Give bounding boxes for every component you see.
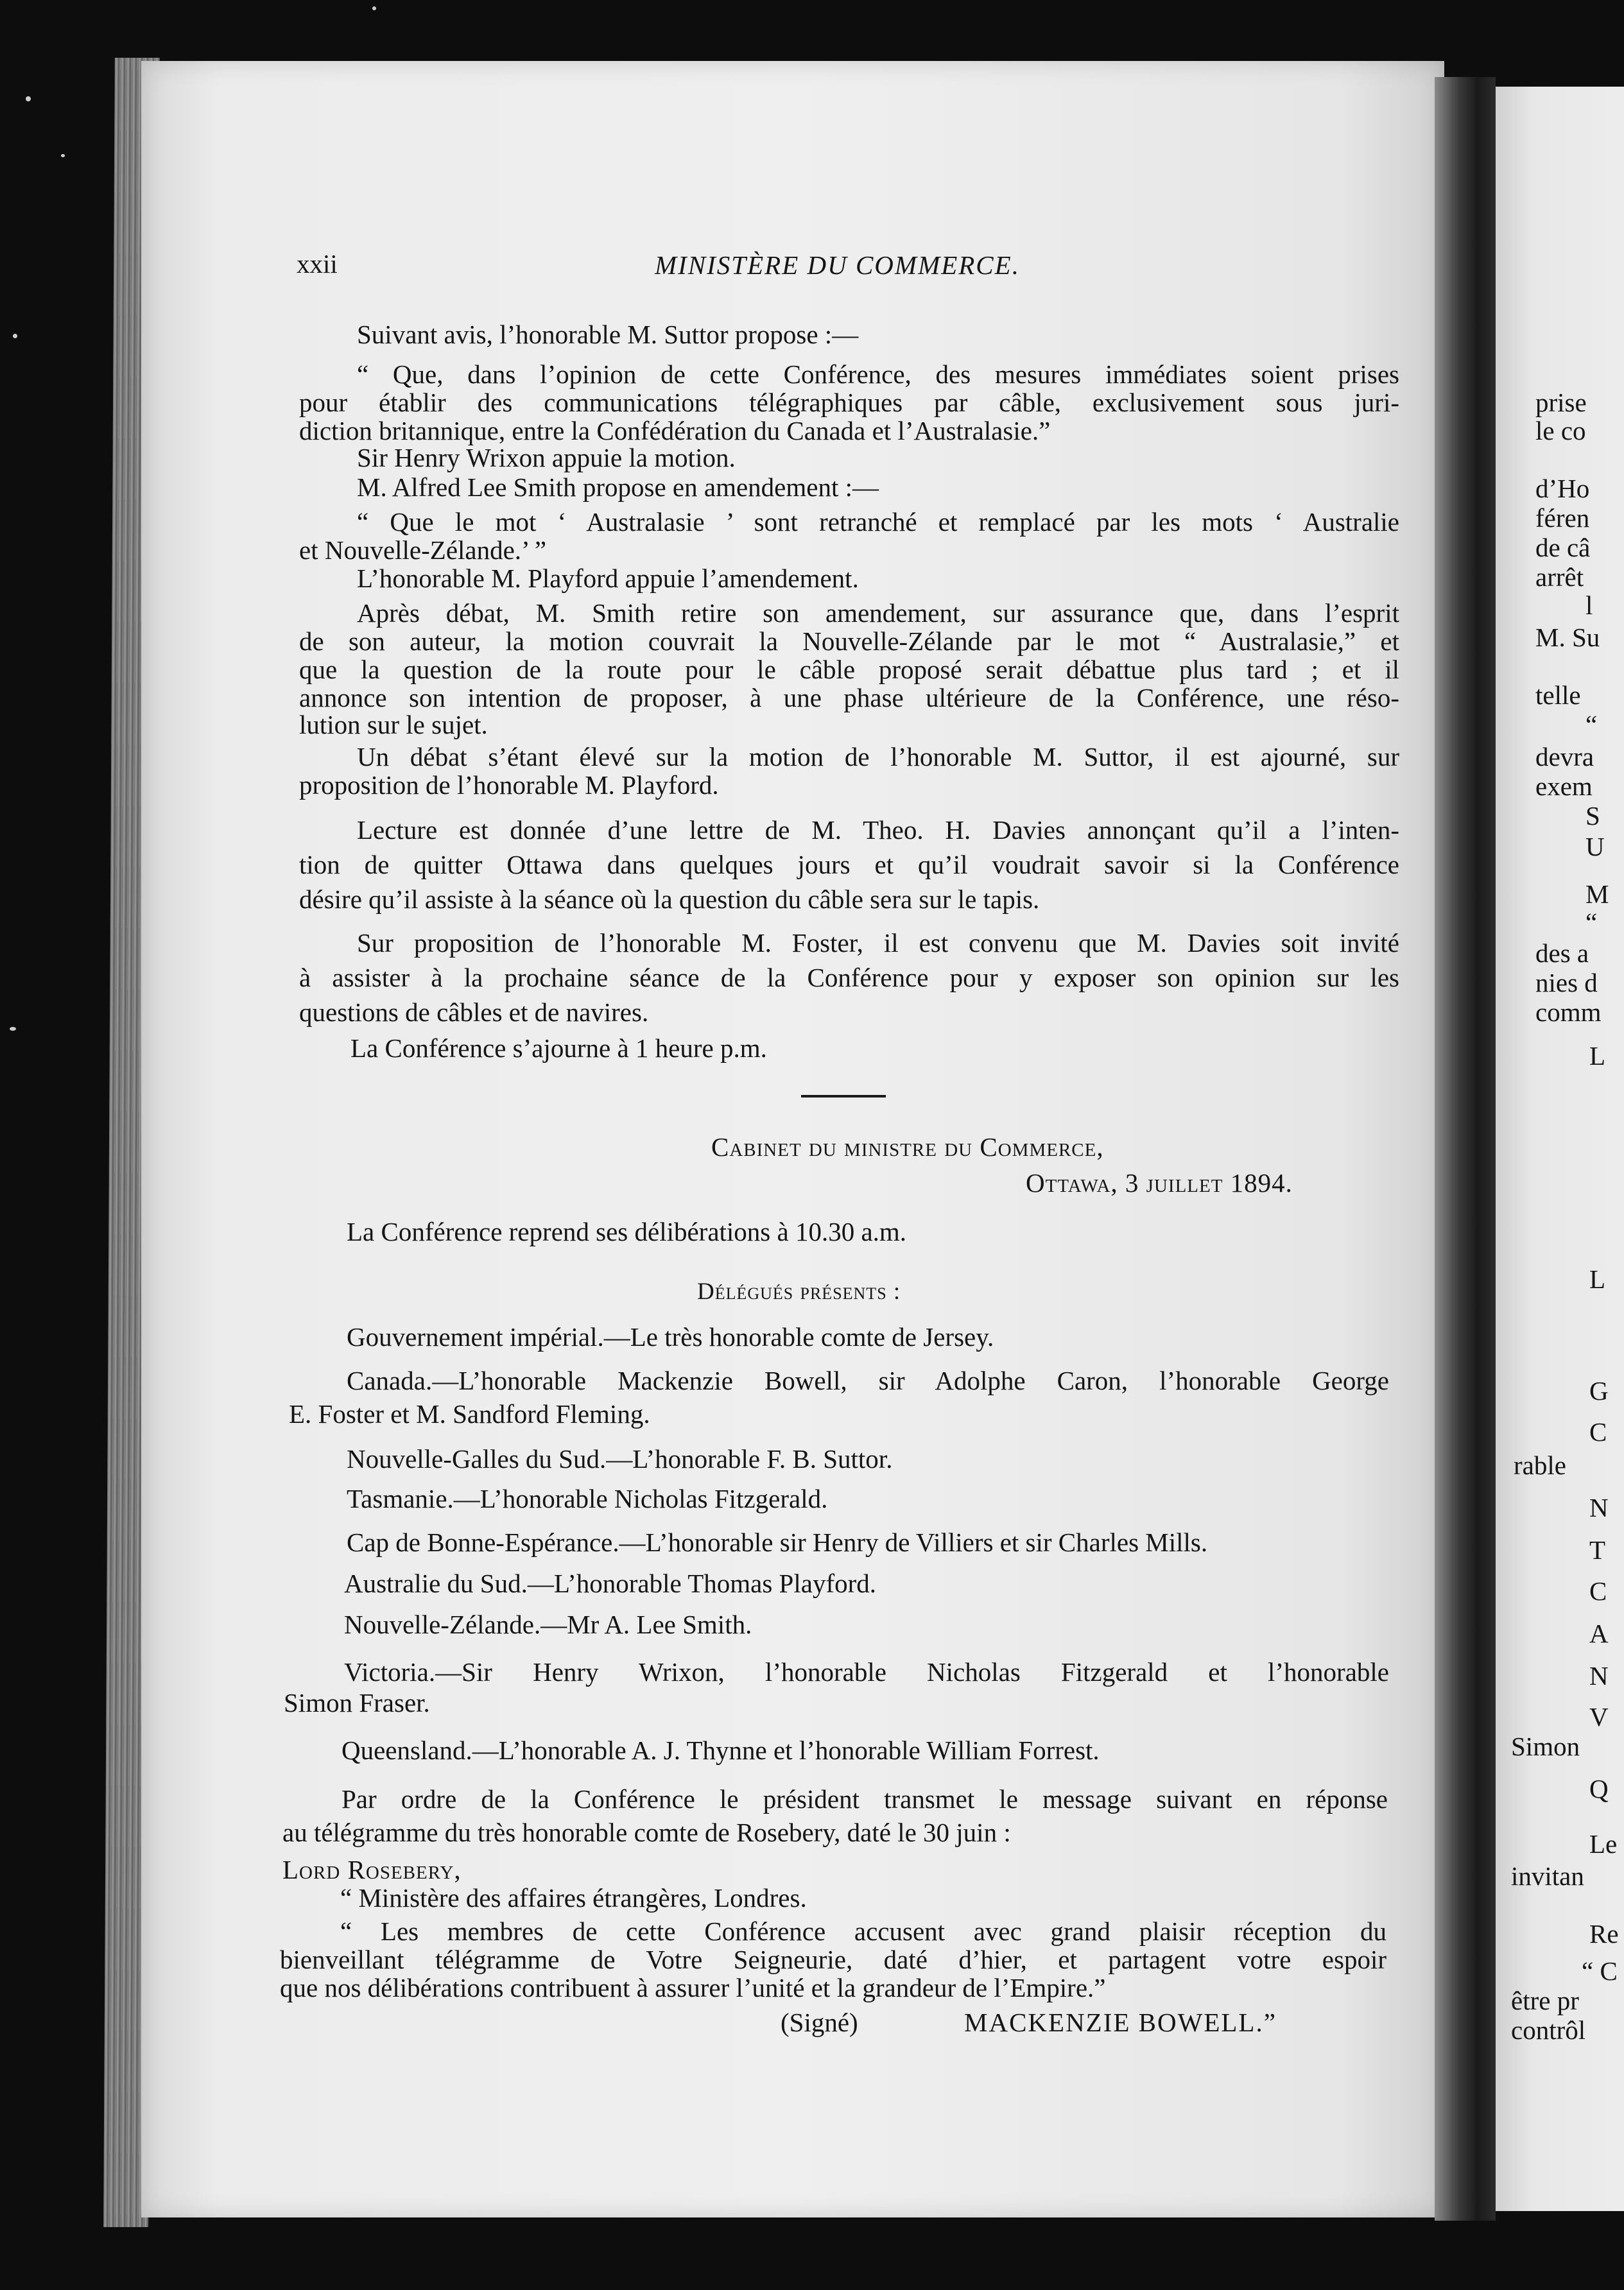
facing-page-text: exem [1535,771,1593,801]
facing-page-text: invitan [1511,1861,1584,1891]
delegate-line: Queensland.—L’honorable A. J. Thynne et l’honorable William Forrest. [341,1735,1100,1765]
delegate-line: Nouvelle-Zélande.—Mr A. Lee Smith. [344,1610,752,1639]
facing-page-text: être pr [1511,1986,1579,2015]
delegate-line: Gouvernement impérial.—Le très honorable comte de Jersey. [347,1322,994,1352]
scan-speck [61,154,65,157]
section-rule [801,1095,886,1098]
page-number: xxii [297,249,338,279]
facing-page-text: d’Ho [1535,474,1590,503]
scan-speck [13,334,17,338]
para-text-line: pour établir des communications télégraphiques par câble, exclusivement sous juri- [299,388,1399,417]
facing-page-text: Le [1589,1829,1618,1859]
facing-page-text: G [1589,1376,1609,1406]
dateline-place-date [1026,1168,1293,1198]
facing-page-text: le co [1535,416,1586,445]
delegates-heading: Délégués présents : [697,1278,901,1305]
message-signature: MACKENZIE BOWELL.” [964,2008,1277,2037]
facing-page-text: V [1589,1702,1609,1732]
facing-page-text: Simon [1511,1732,1580,1761]
facing-page-text: “ C [1582,1956,1618,1986]
message-intro-line: au télégramme du très honorable comte de Rosebery, daté le 30 juin : [282,1818,1011,1847]
delegate-line: Simon Fraser. [284,1688,430,1718]
para-text-line: Lecture est donnée d’une lettre de M. Theo. H. Davies annonçant qu’il a l’inten- [357,815,1399,845]
facing-page-text: T [1589,1535,1606,1565]
para-text-line: “ Que le mot ‘ Australasie ’ sont retranché et remplacé par les mots ‘ Australie [357,507,1399,537]
para-text-line: à assister à la prochaine séance de la Conférence pour y exposer son opinion sur les [299,963,1399,992]
delegate-line: Nouvelle-Galles du Sud.—L’honorable F. B. Suttor. [347,1444,893,1474]
para-text-line: désire qu’il assiste à la séance où la question du câble sera sur le tapis. [299,884,1040,914]
facing-page-text: L [1589,1264,1606,1294]
scan-speck [10,1027,16,1031]
delegate-line: E. Foster et M. Sandford Fleming. [289,1399,650,1429]
delegate-line: Australie du Sud.—L’honorable Thomas Playford. [344,1569,877,1598]
para-text-line: diction britannique, entre la Confédération du Canada et l’Australasie.” [299,416,1051,445]
para-text-line: proposition de l’honorable M. Playford. [299,770,719,800]
delegate-line: Victoria.—Sir Henry Wrixon, l’honorable Nicholas Fitzgerald et l’honorable [344,1657,1389,1687]
facing-page-text: nies d [1535,968,1598,997]
facing-page-text: de câ [1535,533,1591,562]
para-text-line: questions de câbles et de navires. [299,997,649,1027]
message-address-line: “ Ministère des affaires étrangères, Londres. [340,1883,807,1913]
facing-page-text: Re [1589,1919,1619,1949]
facing-page-text: “ [1585,710,1598,739]
facing-page-text: N [1589,1493,1609,1522]
scan-speck [372,6,376,10]
facing-page-text: C [1589,1576,1607,1606]
para-text-line: de son auteur, la motion couvrait la Nouvelle-Zélande par le mot “ Australasie,” et [299,626,1399,656]
message-body-line: que nos délibérations contribuent à assurer l’unité et la grandeur de l’Empire.” [280,1973,1106,2002]
para-text-line: que la question de la route pour le câble proposé serait débattue plus tard ; et il [299,655,1399,684]
message-body-line: bienveillant télégramme de Votre Seigneurie, daté d’hier, et partagent votre espoir [280,1945,1386,1974]
message-intro-line: Par ordre de la Conférence le président transmet le message suivant en réponse [341,1784,1388,1814]
facing-page-text: A [1589,1619,1609,1648]
dateline-office: Cabinet du ministre du Commerce, [711,1132,1104,1162]
facing-page-text: des a [1535,938,1589,968]
facing-page-text: contrôl [1511,2015,1586,2045]
facing-page-text: rable [1514,1451,1566,1480]
facing-page-text: U [1585,832,1605,861]
facing-page-text: devra [1535,742,1594,771]
para-text-line: “ Que, dans l’opinion de cette Conférence, des mesures immédiates soient prises [357,359,1399,389]
book-gutter [1435,77,1496,2221]
para-text-line: et Nouvelle-Zélande.’ ” [299,535,547,565]
facing-page-text: telle [1535,680,1581,710]
para-text-line: Après débat, M. Smith retire son amendement, sur assurance que, dans l’esprit [357,598,1399,628]
para-text-line: tion de quitter Ottawa dans quelques jours et qu’il voudrait savoir si la Conférence [299,850,1399,879]
para-text-line: La Conférence s’ajourne à 1 heure p.m. [350,1033,767,1063]
dateline-text: Ottawa, 3 juillet 1894. [1026,1168,1293,1198]
running-title: MINISTÈRE DU COMMERCE. [655,250,1020,280]
message-body-line: “ Les membres de cette Conférence accusent avec grand plaisir réception du [340,1916,1386,1946]
scan-speck [26,96,31,101]
facing-page-text: “ [1585,908,1598,937]
para-text-line: M. Alfred Lee Smith propose en amendement :— [357,472,879,502]
message-addressee: Lord Rosebery, [282,1855,462,1884]
facing-page-text: N [1589,1661,1609,1691]
para-text-line: annonce son intention de proposer, à une phase ultérieure de la Conférence, une réso- [299,683,1399,712]
para-text-line: Un débat s’étant élevé sur la motion de l’honorable M. Suttor, il est ajourné, sur [357,742,1399,771]
para-text-line: lution sur le sujet. [299,710,488,739]
facing-page-text: prise [1535,388,1587,417]
facing-page-text: S [1585,801,1600,831]
para-text-line: Suivant avis, l’honorable M. Suttor propose :— [357,320,859,349]
facing-page-text: comm [1535,997,1602,1027]
resume-line: La Conférence reprend ses délibérations à 10.30 a.m. [347,1217,907,1246]
facing-page-text: l [1585,590,1593,620]
para-text-line: Sur proposition de l’honorable M. Foster, il est convenu que M. Davies soit invité [357,928,1399,958]
para-text-line: Sir Henry Wrixon appuie la motion. [357,443,736,472]
message-signed-label: (Signé) [781,2008,858,2037]
facing-page-text: Q [1589,1774,1609,1804]
delegate-line: Tasmanie.—L’honorable Nicholas Fitzgerald. [347,1484,828,1513]
para-text-line: L’honorable M. Playford appuie l’amendement. [357,564,859,593]
facing-page-text: M. Su [1535,623,1600,652]
delegate-line: Canada.—L’honorable Mackenzie Bowell, sir Adolphe Caron, l’honorable George [347,1366,1389,1395]
facing-page-text: C [1589,1417,1607,1447]
facing-page-text: L [1589,1041,1606,1071]
facing-page-text: féren [1535,503,1590,533]
facing-page-text: arrêt [1535,562,1584,592]
facing-page-text: M [1585,879,1609,909]
delegate-line: Cap de Bonne-Espérance.—L’honorable sir Henry de Villiers et sir Charles Mills. [347,1528,1208,1557]
